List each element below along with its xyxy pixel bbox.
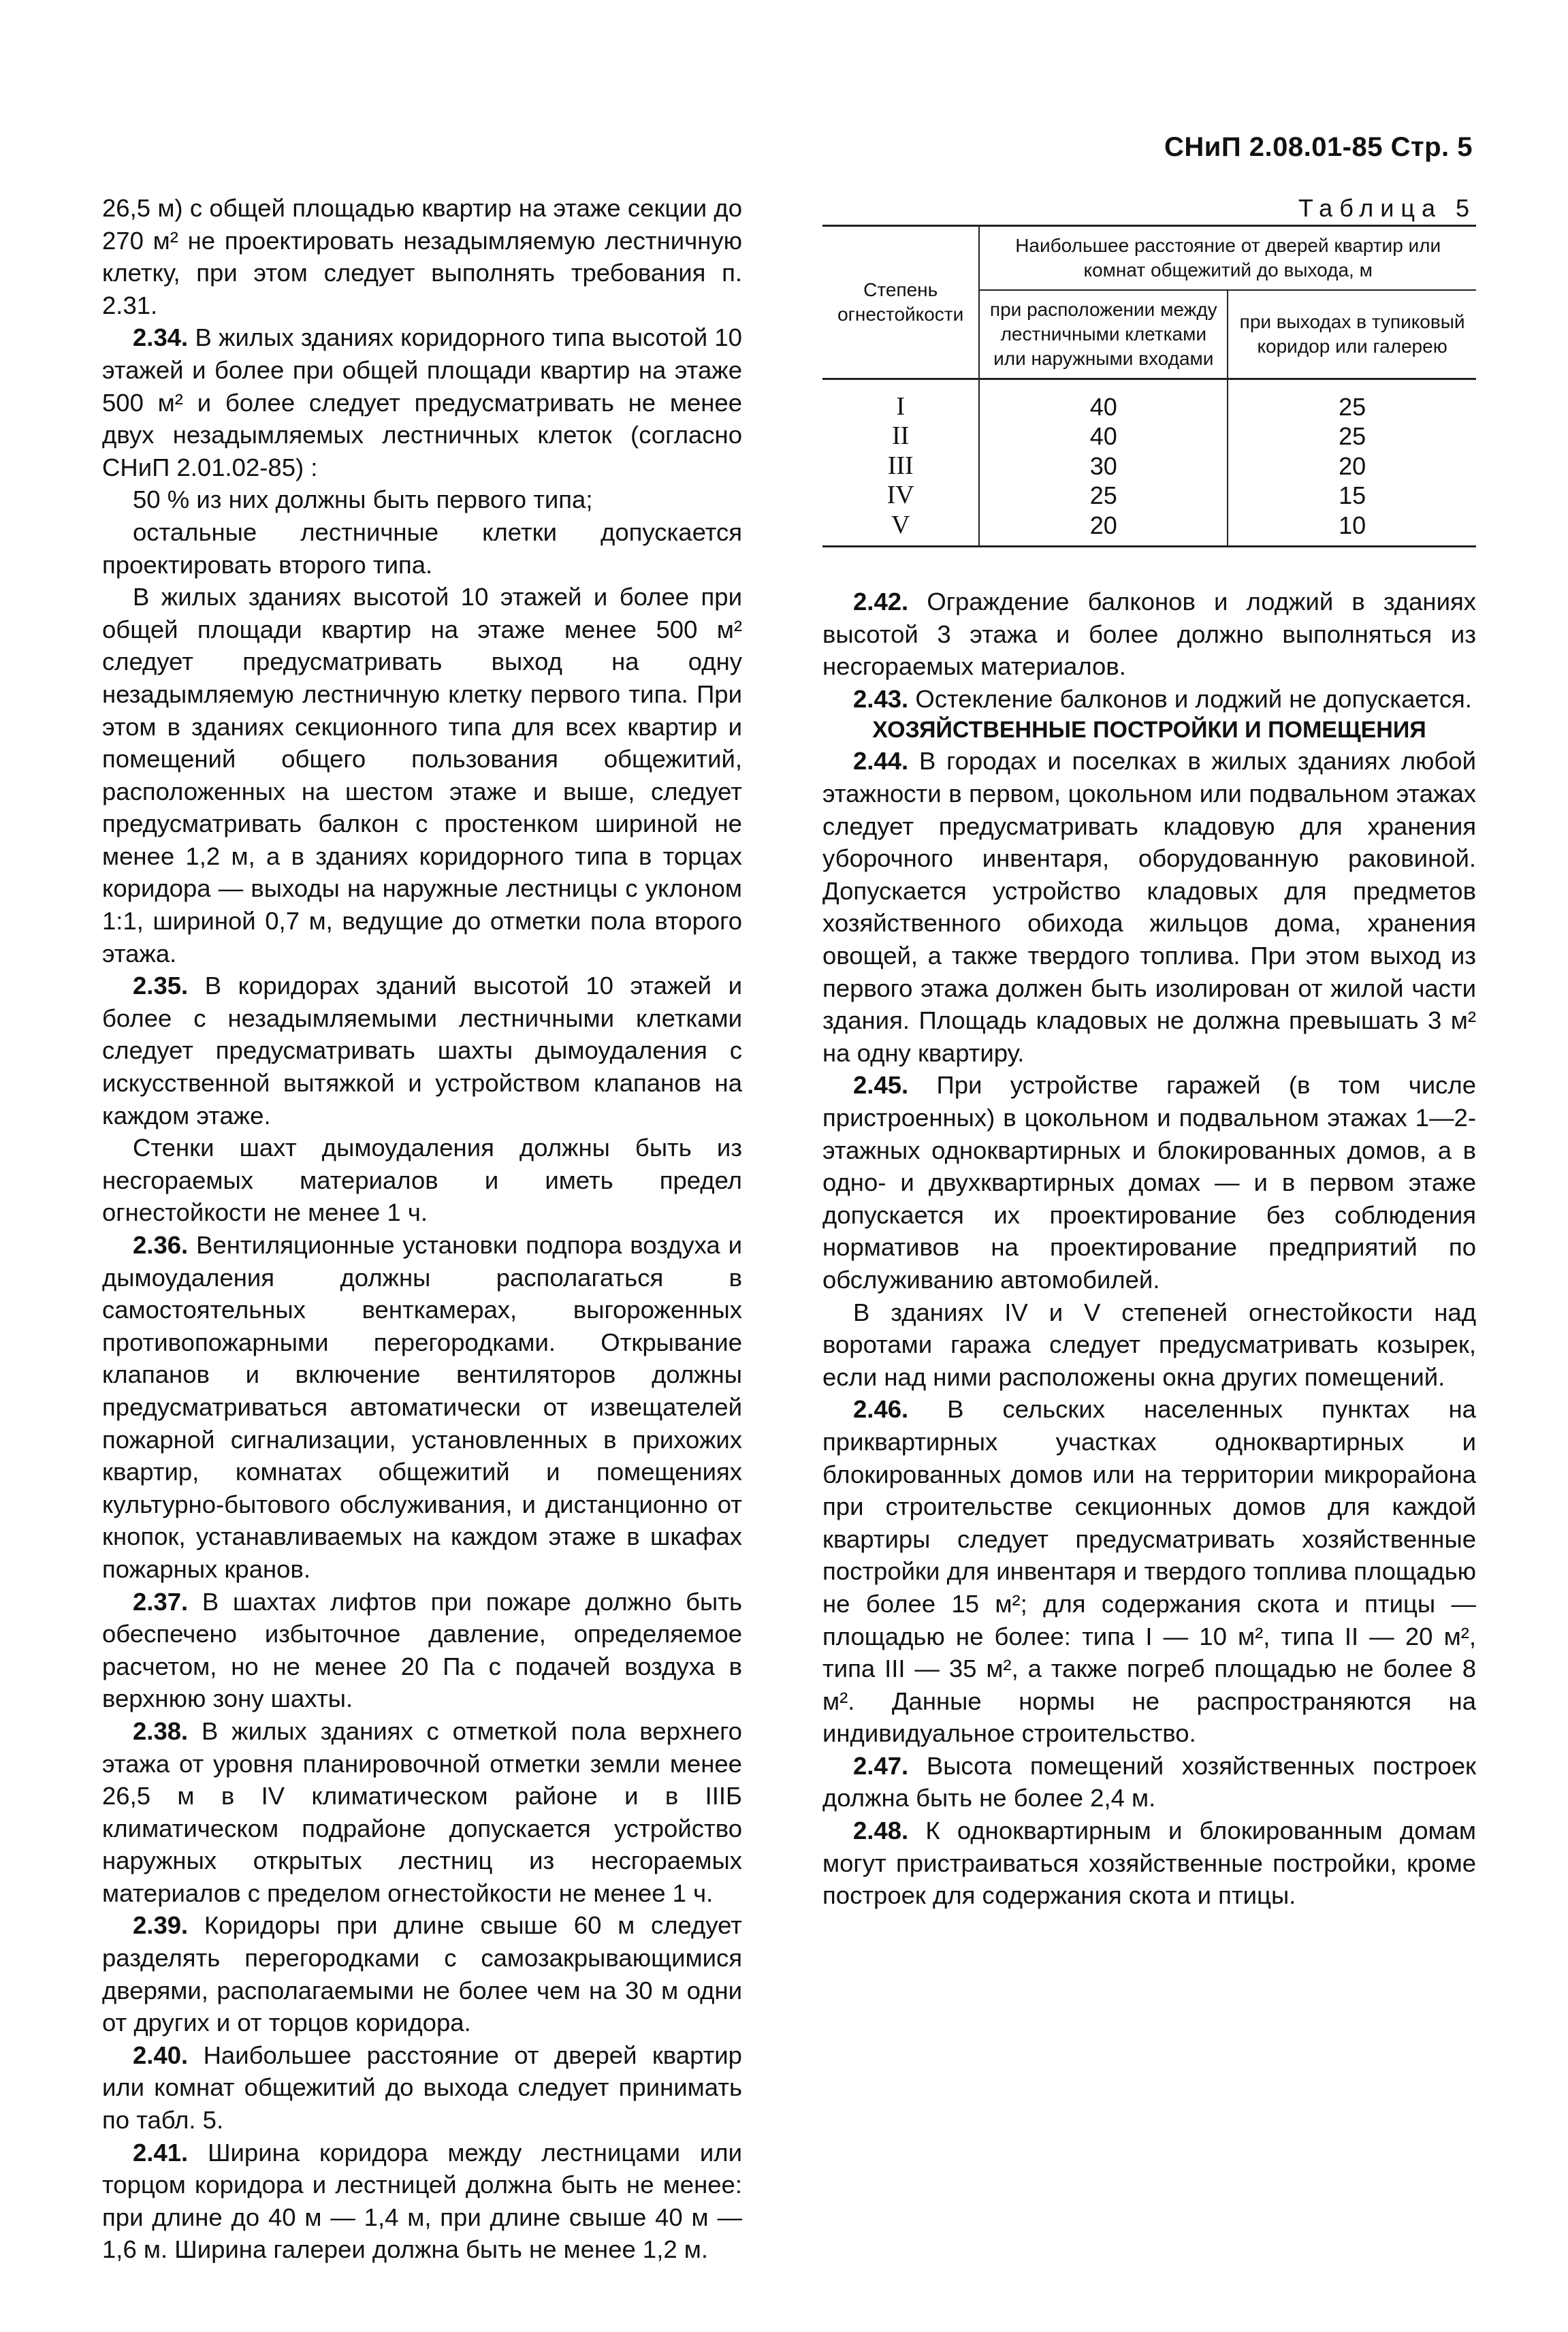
section-title: ХОЗЯЙСТВЕННЫЕ ПОСТРОЙКИ И ПОМЕЩЕНИЯ	[872, 717, 1426, 744]
paragraph-2-43: 2.43. Остекление балконов и лоджий не допускается.	[853, 684, 1472, 713]
paragraph-2-41: 2.41. Ширина коридора между лестницами или торцом коридора и лестницей должна быть не менее: при длине до 40 м — 1,4 м, при длине свыше 40 м — 1,6 м. Ширина галереи должна быть не менее 1,2 м.	[102, 2138, 742, 2264]
table-header-group: Наибольшее расстояние от дверей квартир или комнат общежитий до выхода, м	[979, 225, 1476, 290]
paragraph-2-35: 2.35. В коридорах зданий высотой 10 этажей и более с незадымляемыми лестничными клетками следует предусматривать шахты дымоудаления с искусственной вытяжкой и устройством клапанов на каждом этаже.	[102, 972, 742, 1130]
paragraph-2-48: 2.48. К одноквартирным и блокированным домам могут пристраиваться хозяйственные постройки, кроме построек для содержания скота и птицы.	[822, 1817, 1476, 1910]
right-column	[822, 192, 1476, 1912]
paragraph: В зданиях IV и V степеней огнестойкости над воротами гаража следует предусматривать козырек, если над ними расположены окна других помещений.	[822, 1298, 1476, 1391]
table-5	[822, 225, 1476, 548]
table-row: IV 25 15	[822, 481, 1476, 511]
paragraph-2-37: 2.37. В шахтах лифтов при пожаре должно быть обеспечено избыточное давление, определяемое расчетом, но не менее 20 Па с подачей воздуха в верхнюю зону шахты.	[102, 1587, 742, 1713]
table-row: II 40 25	[822, 421, 1476, 451]
paragraph-2-38: 2.38. В жилых зданиях с отметкой пола верхнего этажа от уровня планировочной отметки земли менее 26,5 м в IV климатическом районе и в IIIБ климатическом подрайоне допускается устройство наружных открытых лестниц из несгораемых материалов с пределом огнестойкости не менее 1 ч.	[102, 1716, 742, 1907]
paragraph-2-46: 2.46. В сельских населенных пунктах на приквартирных участках одноквартирных и блокированных домов или на территории микрорайона при строительстве секционных домов для каждой квартиры следует предусматривать хозяйственные постройки для инвентаря и твердого топлива площадью не более 15 м²; для содержания скота и птицы — площадью не более: типа I — 10 м², типа II — 20 м², типа III — 35 м², а также погреб площадью не более 8 м². Данные нормы не распространяются на индивидуальное строительство.	[822, 1395, 1476, 1748]
left-column	[102, 192, 742, 2266]
paragraph-2-39: 2.39. Коридоры при длине свыше 60 м следует разделять перегородками с самозакрывающимися дверями, располагаемыми не более чем на 30 м одни от других и от торцов коридора.	[102, 1911, 742, 2037]
paragraph: Стенки шахт дымоудаления должны быть из несгораемых материалов и иметь предел огнестойкости не менее 1 ч.	[102, 1134, 742, 1227]
table-header-dead-end: при выходах в тупиковый коридор или галерею	[1228, 290, 1476, 379]
table-header-between-stairs: при расположении между лестничными клетками или наружными входами	[979, 290, 1228, 379]
spacer	[822, 547, 1476, 586]
page-header: СНиП 2.08.01-85 Стр. 5	[1164, 132, 1473, 162]
paragraph: остальные лестничные клетки допускается проектировать второго типа.	[102, 517, 742, 579]
table-row: V 20 10	[822, 511, 1476, 547]
paragraph-2-47: 2.47. Высота помещений хозяйственных построек должна быть не более 2,4 м.	[822, 1751, 1476, 1812]
paragraph-2-34: 2.34. В жилых зданиях коридорного типа высотой 10 этажей и более при общей площади квартир на этаже 500 м² и более следует предусматривать не менее двух незадымляемых лестничных клеток (согласно СНиП 2.01.02-85) :	[102, 323, 742, 481]
paragraph-2-40: 2.40. Наибольшее расстояние от дверей квартир или комнат общежитий до выхода следует принимать по табл. 5.	[102, 2041, 742, 2135]
paragraph: 26,5 м) с общей площадью квартир на этаже секции до 270 м² не проектировать незадымляемую лестничную клетку, при этом следует выполнять требования п. 2.31.	[102, 194, 742, 319]
paragraph-2-45: 2.45. При устройстве гаражей (в том числе пристроенных) в цокольном и подвальном этажах 1—2-этажных одноквартирных и блокированных домов, а в одно- и двухквартирных домах — и в первом этаже допускается их проектирование без соблюдения нормативов на проектирование предприятий по обслуживанию автомобилей.	[822, 1071, 1476, 1294]
table-caption: Таблица 5	[1298, 194, 1476, 222]
paragraph: В жилых зданиях высотой 10 этажей и более при общей площади квартир на этаже менее 500 м² следует предусматривать выход на одну незадымляемую лестничную клетку первого типа. При этом в зданиях секционного типа для всех квартир и помещений общего пользования общежитий, расположенных на шестом этаже и выше, следует предусматривать балкон с простенком шириной не менее 1,2 м, а в зданиях коридорного типа в торцах коридора — выходы на наружные лестницы с уклоном 1:1, шириной 0,7 м, ведущие до отметки пола второго этажа.	[102, 583, 742, 968]
table-row: I 40 25	[822, 379, 1476, 421]
table-row: III 30 20	[822, 451, 1476, 481]
paragraph-2-42: 2.42. Ограждение балконов и лоджий в зданиях высотой 3 этажа и более должно выполняться из несгораемых материалов.	[822, 588, 1476, 681]
paragraph-2-36: 2.36. Вентиляционные установки подпора воздуха и дымоудаления должны располагаться в самостоятельных венткамерах, выгороженных противопожарными перегородками. Открывание клапанов и включение вентиляторов должны предусматриваться автоматически от извещателей пожарной сигнализации, установленных в прихожих квартир, комнатах общежитий и помещениях культурно-бытового обслуживания, и дистанционно от кнопок, устанавливаемых на каждом этаже в шкафах пожарных кранов.	[102, 1231, 742, 1583]
paragraph: 50 % из них должны быть первого типа;	[133, 485, 593, 514]
paragraph-2-44: 2.44. В городах и поселках в жилых зданиях любой этажности в первом, цокольном или подвальном этажах следует предусматривать кладовую для хранения уборочного инвентаря, оборудованную раковиной. Допускается устройство кладовых для предметов хозяйственного обихода жильцов дома, хранения овощей, а также твердого топлива. При этом выход из первого этажа должен быть изолирован от жилой части здания. Площадь кладовых не должна превышать 3 м² на одну квартиру.	[822, 747, 1476, 1067]
table-header-degree: Степень огнестойкости	[822, 225, 979, 379]
